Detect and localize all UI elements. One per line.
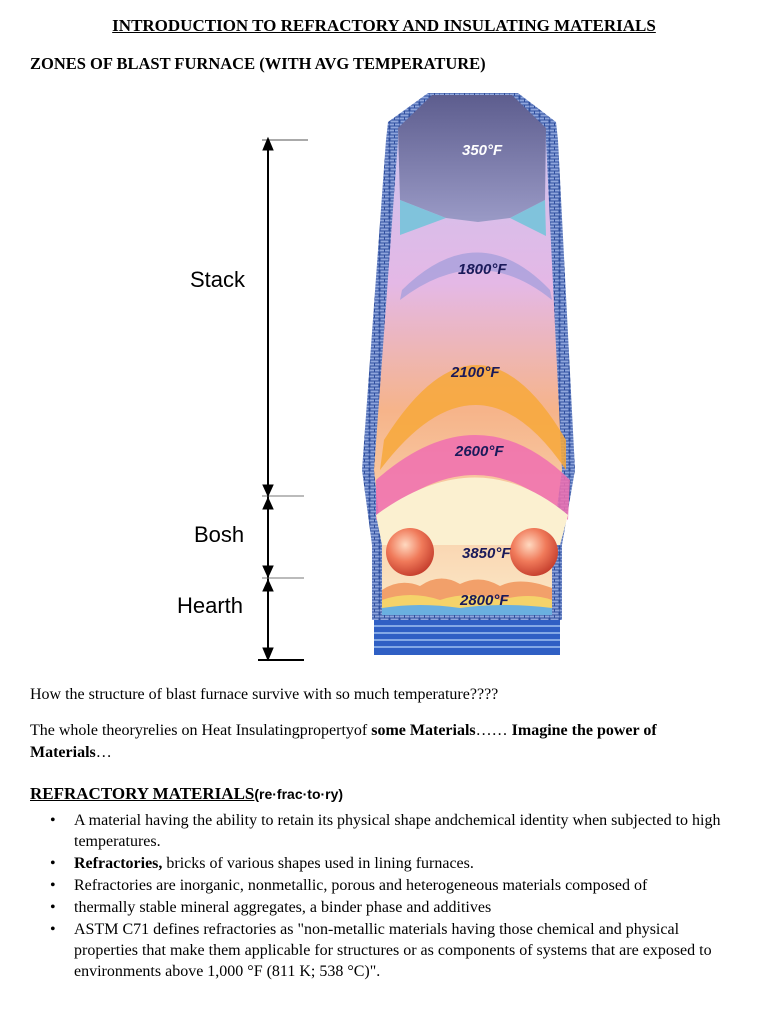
question-text: How the structure of blast furnace survive with so much temperature????: [30, 686, 499, 703]
theory-part3: …: [95, 744, 112, 761]
theory-paragraph: [30, 720, 740, 764]
list-item: • ASTM C71 defines refractories as "non-metallic materials having those chemical and physical properties that make them applicable for structures or as components of systems that are exposed to environments above 1,000 °F (811 K; 538 °C)".: [50, 921, 712, 980]
temp-label-bosh: 3850°F: [462, 545, 511, 562]
dimension-lines: [258, 138, 308, 660]
theory-part1: The whole theoryrelies on Heat Insulatingpropertyof: [30, 722, 372, 739]
list-item: • thermally stable mineral aggregates, a binder phase and additives: [50, 899, 492, 916]
heading-pronunciation: (re·frac·to·ry): [254, 786, 344, 802]
list-item: • Refractories, bricks of various shapes used in lining furnaces.: [50, 855, 474, 872]
temp-label-stack: 1800°F: [458, 261, 507, 278]
theory-part2: ……: [475, 722, 512, 739]
heading-main: REFRACTORY MATERIALS: [30, 784, 255, 803]
tuyere-right: [510, 528, 558, 576]
list-item: • A material having the ability to retain its physical shape andchemical identity when subjected to high temperatures.: [50, 812, 721, 850]
temp-label-hearth: 2800°F: [460, 592, 509, 609]
tuyere-left: [386, 528, 434, 576]
list-item: • Refractories are inorganic, nonmetallic, porous and heterogeneous materials composed of: [50, 877, 648, 894]
theory-bold2: Imagine the power of Materials: [30, 722, 657, 761]
refractory-heading: [30, 784, 343, 804]
temp-label-lower: 2600°F: [455, 443, 504, 460]
temp-label-mid: 2100°F: [451, 364, 500, 381]
refractory-bullet-list: [30, 810, 740, 983]
zone-label-hearth: Hearth: [177, 593, 244, 618]
theory-bold1: some Materials: [371, 722, 476, 739]
section-subtitle: ZONES OF BLAST FURNACE (WITH AVG TEMPERATURE): [30, 54, 486, 73]
zone-label-stack: Stack: [190, 267, 246, 292]
zone-label-bosh: Bosh: [194, 522, 245, 547]
document-title: INTRODUCTION TO REFRACTORY AND INSULATING MATERIALS: [112, 16, 656, 35]
temp-label-top: 350°F: [462, 142, 503, 159]
furnace-base: [374, 620, 560, 655]
